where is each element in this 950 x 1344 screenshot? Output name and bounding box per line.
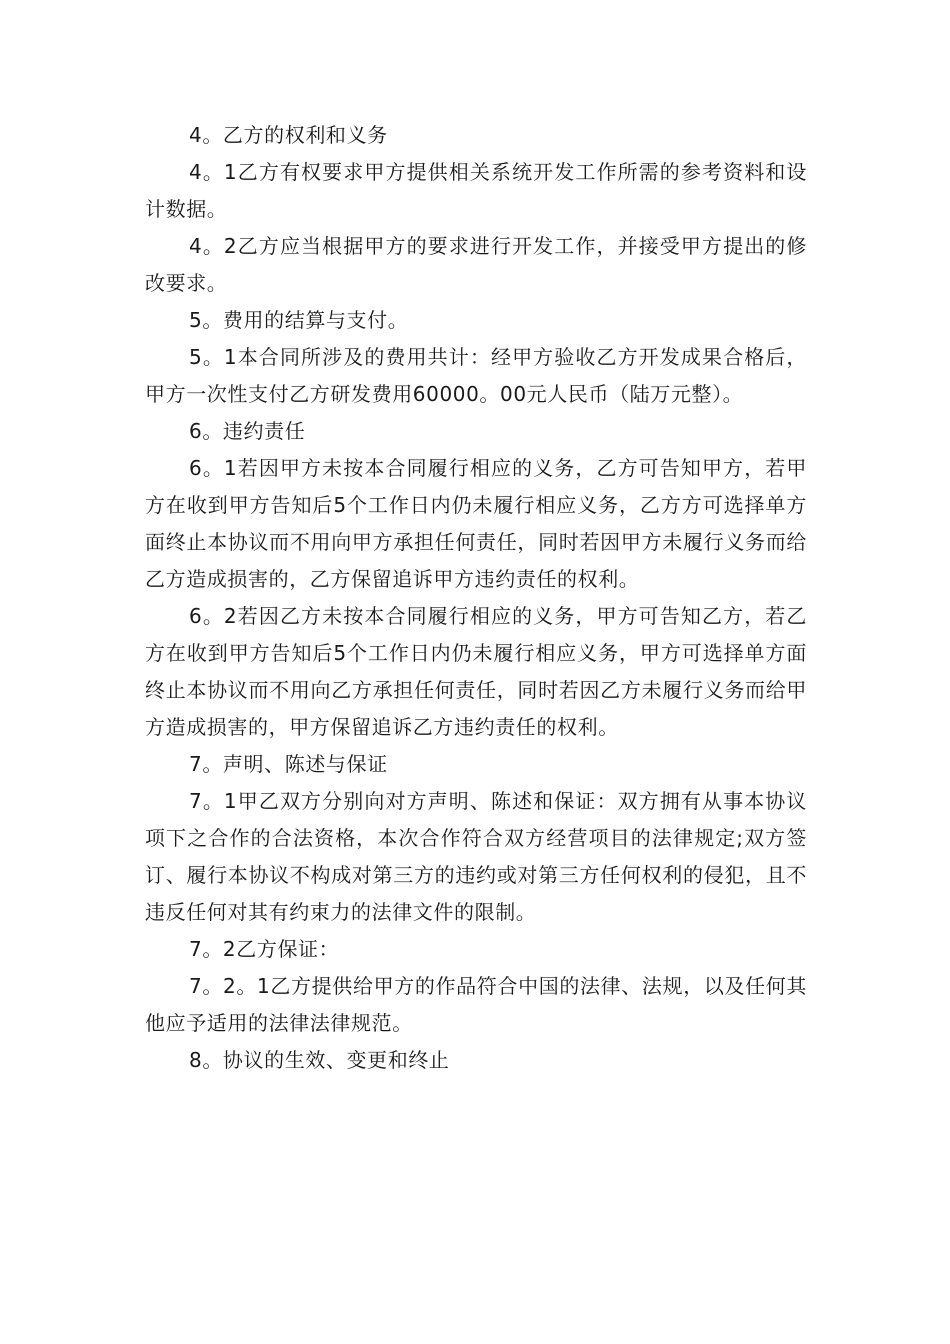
section-heading-breach: 6。违约责任 (189, 419, 306, 443)
section-heading-payment: 5。费用的结算与支付。 (189, 308, 409, 332)
document-body (145, 117, 807, 1079)
section-heading-rights-obligations: 4。乙方的权利和义务 (189, 123, 388, 147)
clause-7-1: 7。1甲乙双方分别向对方声明、陈述和保证：双方拥有从事本协议项下之合作的合法资格，本次合作符合双方经营项目的法律规定;双方签订、履行本协议不构成对第三方的违约或对第三方任何权利的侵犯，且不违反任何对其有约束力的法律文件的限制。 (145, 789, 807, 924)
clause-5-1: 5。1本合同所涉及的费用共计：经甲方验收乙方开发成果合格后，甲方一次性支付乙方研发费用60000。00元人民币（陆万元整）。 (145, 345, 807, 406)
clause-6-1: 6。1若因甲方未按本合同履行相应的义务，乙方可告知甲方，若甲方在收到甲方告知后5个工作日内仍未履行相应义务，乙方方可选择单方面终止本协议而不用向甲方承担任何责任，同时若因甲方未履行义务而给乙方造成损害的，乙方保留追诉甲方违约责任的权利。 (145, 456, 807, 591)
clause-4-2: 4。2乙方应当根据甲方的要求进行开发工作，并接受甲方提出的修改要求。 (145, 234, 807, 295)
clause-7-2: 7。2乙方保证： (189, 937, 340, 961)
clause-7-2-1: 7。2。1乙方提供给甲方的作品符合中国的法律、法规，以及任何其他应予适用的法律法律规范。 (145, 974, 807, 1035)
clause-6-2: 6。2若因乙方未按本合同履行相应的义务，甲方可告知乙方，若乙方在收到甲方告知后5个工作日内仍未履行相应义务，甲方可选择单方面终止本协议而不用向乙方承担任何责任，同时若因乙方未履行义务而给甲方造成损害的，甲方保留追诉乙方违约责任的权利。 (145, 604, 807, 739)
section-heading-representations: 7。声明、陈述与保证 (189, 752, 388, 776)
clause-4-1: 4。1乙方有权要求甲方提供相关系统开发工作所需的参考资料和设计数据。 (145, 160, 807, 221)
section-heading-effectiveness: 8。协议的生效、变更和终止 (189, 1048, 450, 1072)
